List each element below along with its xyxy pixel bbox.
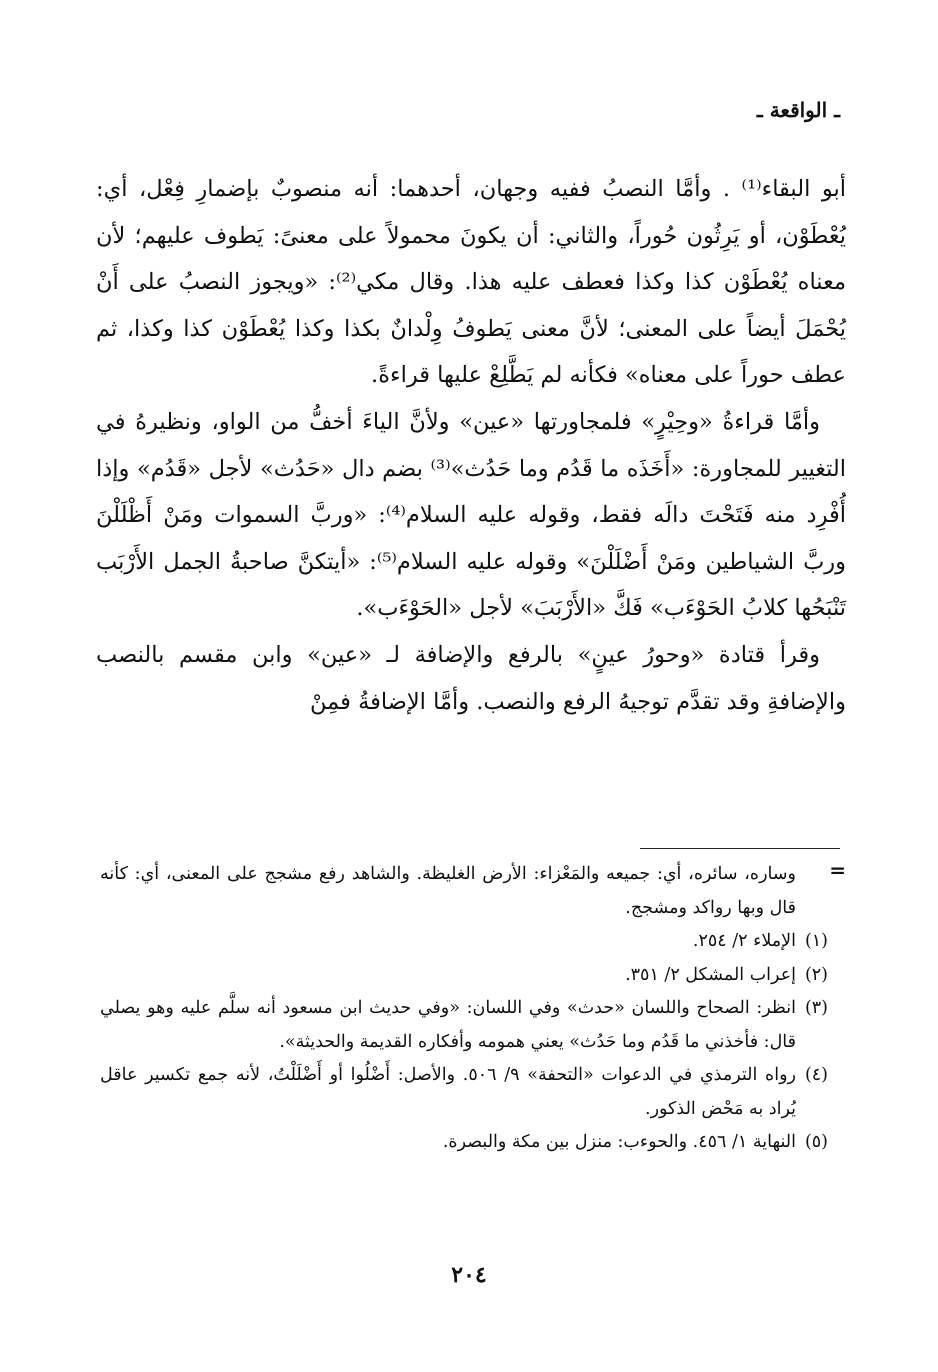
footnote-text: انظر: الصحاح واللسان «حدث» وفي اللسان: «وفي حديث ابن مسعود أنه سلَّم عليه وهو يصلي قال: فأخذني ما قَدُم وما حَدُث» يعني همومه وأفكاره القديمة والحديثة». <box>100 998 796 1052</box>
body-paragraph: أبو البقاء⁽¹⁾ . وأمَّا النصبُ ففيه وجهان، أحدهما: أنه منصوبٌ بإضمارِ فِعْل، أي: يُعْطَوْن، أو يَرِثُون حُوراً، والثاني: أن يكونَ محمولاً على معنىً: يَطوف عليهم؛ لأن معناه يُعْطَوْن كذا وكذا فعطف عليه هذا. وقال مكي⁽²⁾: «ويجوز النصبُ على أَنْ يُحْمَلَ أيضاً على المعنى؛ لأنَّ معنى يَطوفُ وِلْدانٌ بكذا وكذا يُعْطَوْن كذا وكذا، ثم عطف حوراً على معناه» فكأنه لم يَطَّلِعْ عليها قراءةً. <box>96 176 846 389</box>
footnote-number: (٢) <box>804 964 828 985</box>
footnote-item <box>100 925 828 959</box>
footnote-item <box>100 1059 828 1126</box>
footnote-continuation-mark: = <box>829 858 846 882</box>
running-head: ـ الواقعة ـ <box>756 98 840 122</box>
footnote-text: إعراب المشكل ٢/ ٣٥١. <box>625 964 796 985</box>
footnote-number: (٥) <box>804 1132 828 1152</box>
page-number: ٢٠٤ <box>451 1262 487 1288</box>
footnote-number: (٣) <box>804 998 828 1018</box>
footnote-number: (١) <box>804 931 828 951</box>
footnote-separator <box>640 848 840 849</box>
main-text <box>96 166 846 725</box>
footnote-text: رواه الترمذي في الدعوات «التحفة» ٩/ ٥٠٦. والأصل: أَضْلُوا أو أَضْلَلْتُ، لأنه جمع تكسير عاقل يُراد به مَحْض الذكور. <box>100 1065 796 1119</box>
footnote-text: النهاية ١/ ٤٥٦. والحوءب: منزل بين مكة والبصرة. <box>442 1132 796 1152</box>
footnote-text: الإملاء ٢/ ٢٥٤. <box>692 931 796 951</box>
body-paragraph: وأمَّا قراءةُ «وحِيْرٍ» فلمجاورتها «عين» ولأنَّ الياءَ أخفُّ من الواو، ونظيرهُ في التغيير للمجاورة: «أَخَذَه ما قَدُم وما حَدُث»⁽³⁾ بضم دال «حَدُث» لأجل «قَدُم» وإذا أُفْرِد منه فَتَحْتَ دالَه فقط، وقوله عليه السلام⁽⁴⁾: «وربَّ السموات ومَنْ أَظْلَلْنَ وربَّ الشياطين ومَنْ أَضْلَلْنَ» وقوله عليه السلام⁽⁵⁾: «أيتكنَّ صاحبةُ الجمل الأَرْبَب تَنْبَحُها كلابُ الحَوْءَب» فَكَّ «الأَرْبَبَ» لأجل «الحَوْءَب». <box>96 408 847 622</box>
footnote-number: (٤) <box>804 1065 828 1085</box>
footnote-continuation: وساره، سائره، أي: جميعه والمَعْزاء: الأرض الغليظة. والشاهد رفع مشجج على المعنى، أي: كأنه قال وبها رواكد ومشجج. <box>100 864 796 918</box>
body-paragraph: وقرأ قتادة «وحورُ عينٍ» بالرفع والإضافة لـ «عين» وابن مقسم بالنصب والإضافةِ وقد تقدَّم توجيهُ الرفع والنصب. وأمَّا الإضافةُ فمِنْ <box>96 641 846 715</box>
footnotes <box>100 858 828 1160</box>
footnote-item <box>100 959 828 993</box>
footnote-item <box>100 992 828 1059</box>
footnote-item <box>100 1126 828 1160</box>
